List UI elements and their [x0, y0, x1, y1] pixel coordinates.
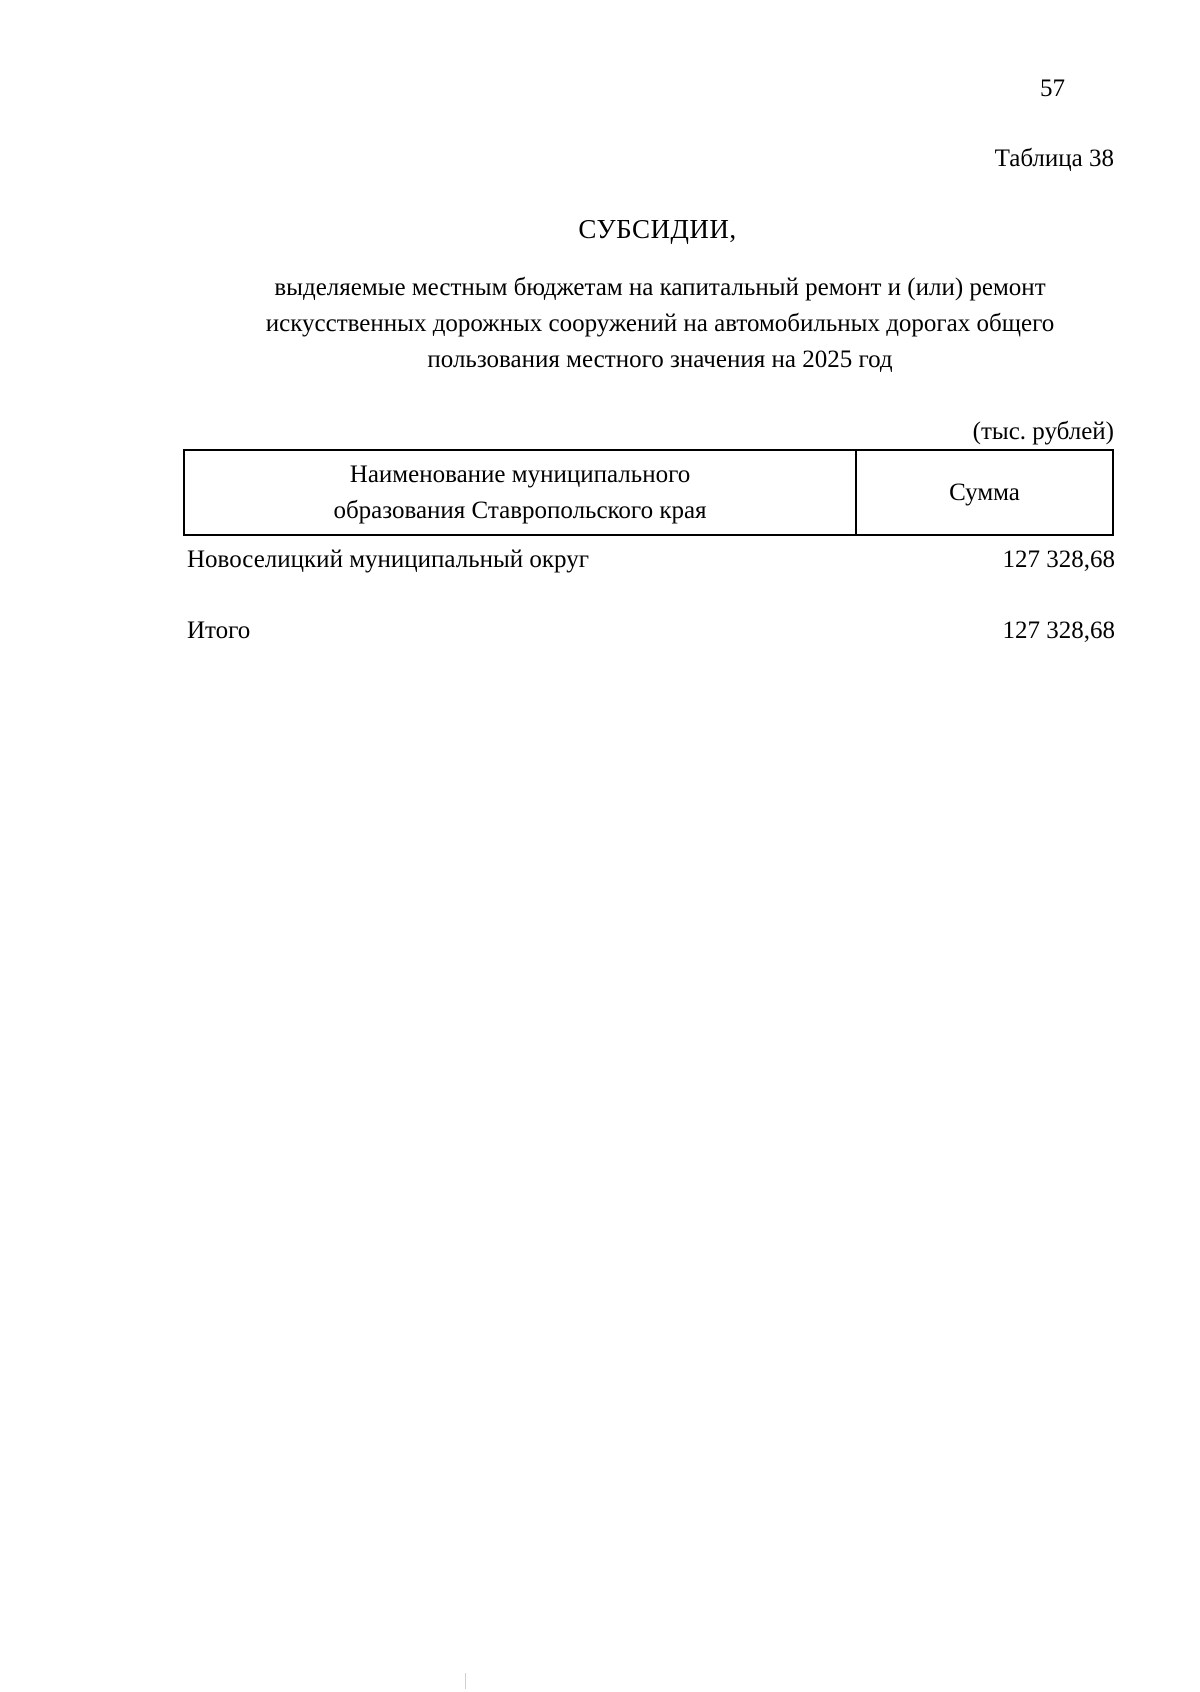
table-header: [183, 449, 1114, 536]
column-header-name-line: Наименование муниципального: [349, 460, 691, 488]
subtitle-line: искусственных дорожных сооружений на автомобильных дорогах общего: [265, 310, 1055, 337]
subtitle-line: пользования местного значения на 2025 год: [427, 346, 893, 373]
column-header-name-line: образования Ставропольского края: [333, 496, 707, 524]
row-name: Новоселицкий муниципальный округ: [187, 546, 589, 573]
header-row: [184, 450, 1113, 535]
column-header-name: [184, 450, 856, 535]
subtitle-line: выделяемые местным бюджетам на капитальный ремонт и (или) ремонт: [274, 274, 1046, 301]
total-label: Итого: [187, 617, 251, 644]
scan-artifact: [465, 1673, 466, 1689]
column-header-amount: Сумма: [856, 450, 1113, 535]
row-amount: 127 328,68: [1002, 546, 1115, 573]
document-title: СУБСИДИИ,: [578, 214, 737, 244]
page-number: 57: [1040, 75, 1065, 102]
total-amount: 127 328,68: [1002, 617, 1115, 644]
document-subtitle: [200, 270, 1120, 378]
table-label: Таблица 38: [994, 145, 1114, 172]
unit-label: (тыс. рублей): [972, 418, 1114, 445]
